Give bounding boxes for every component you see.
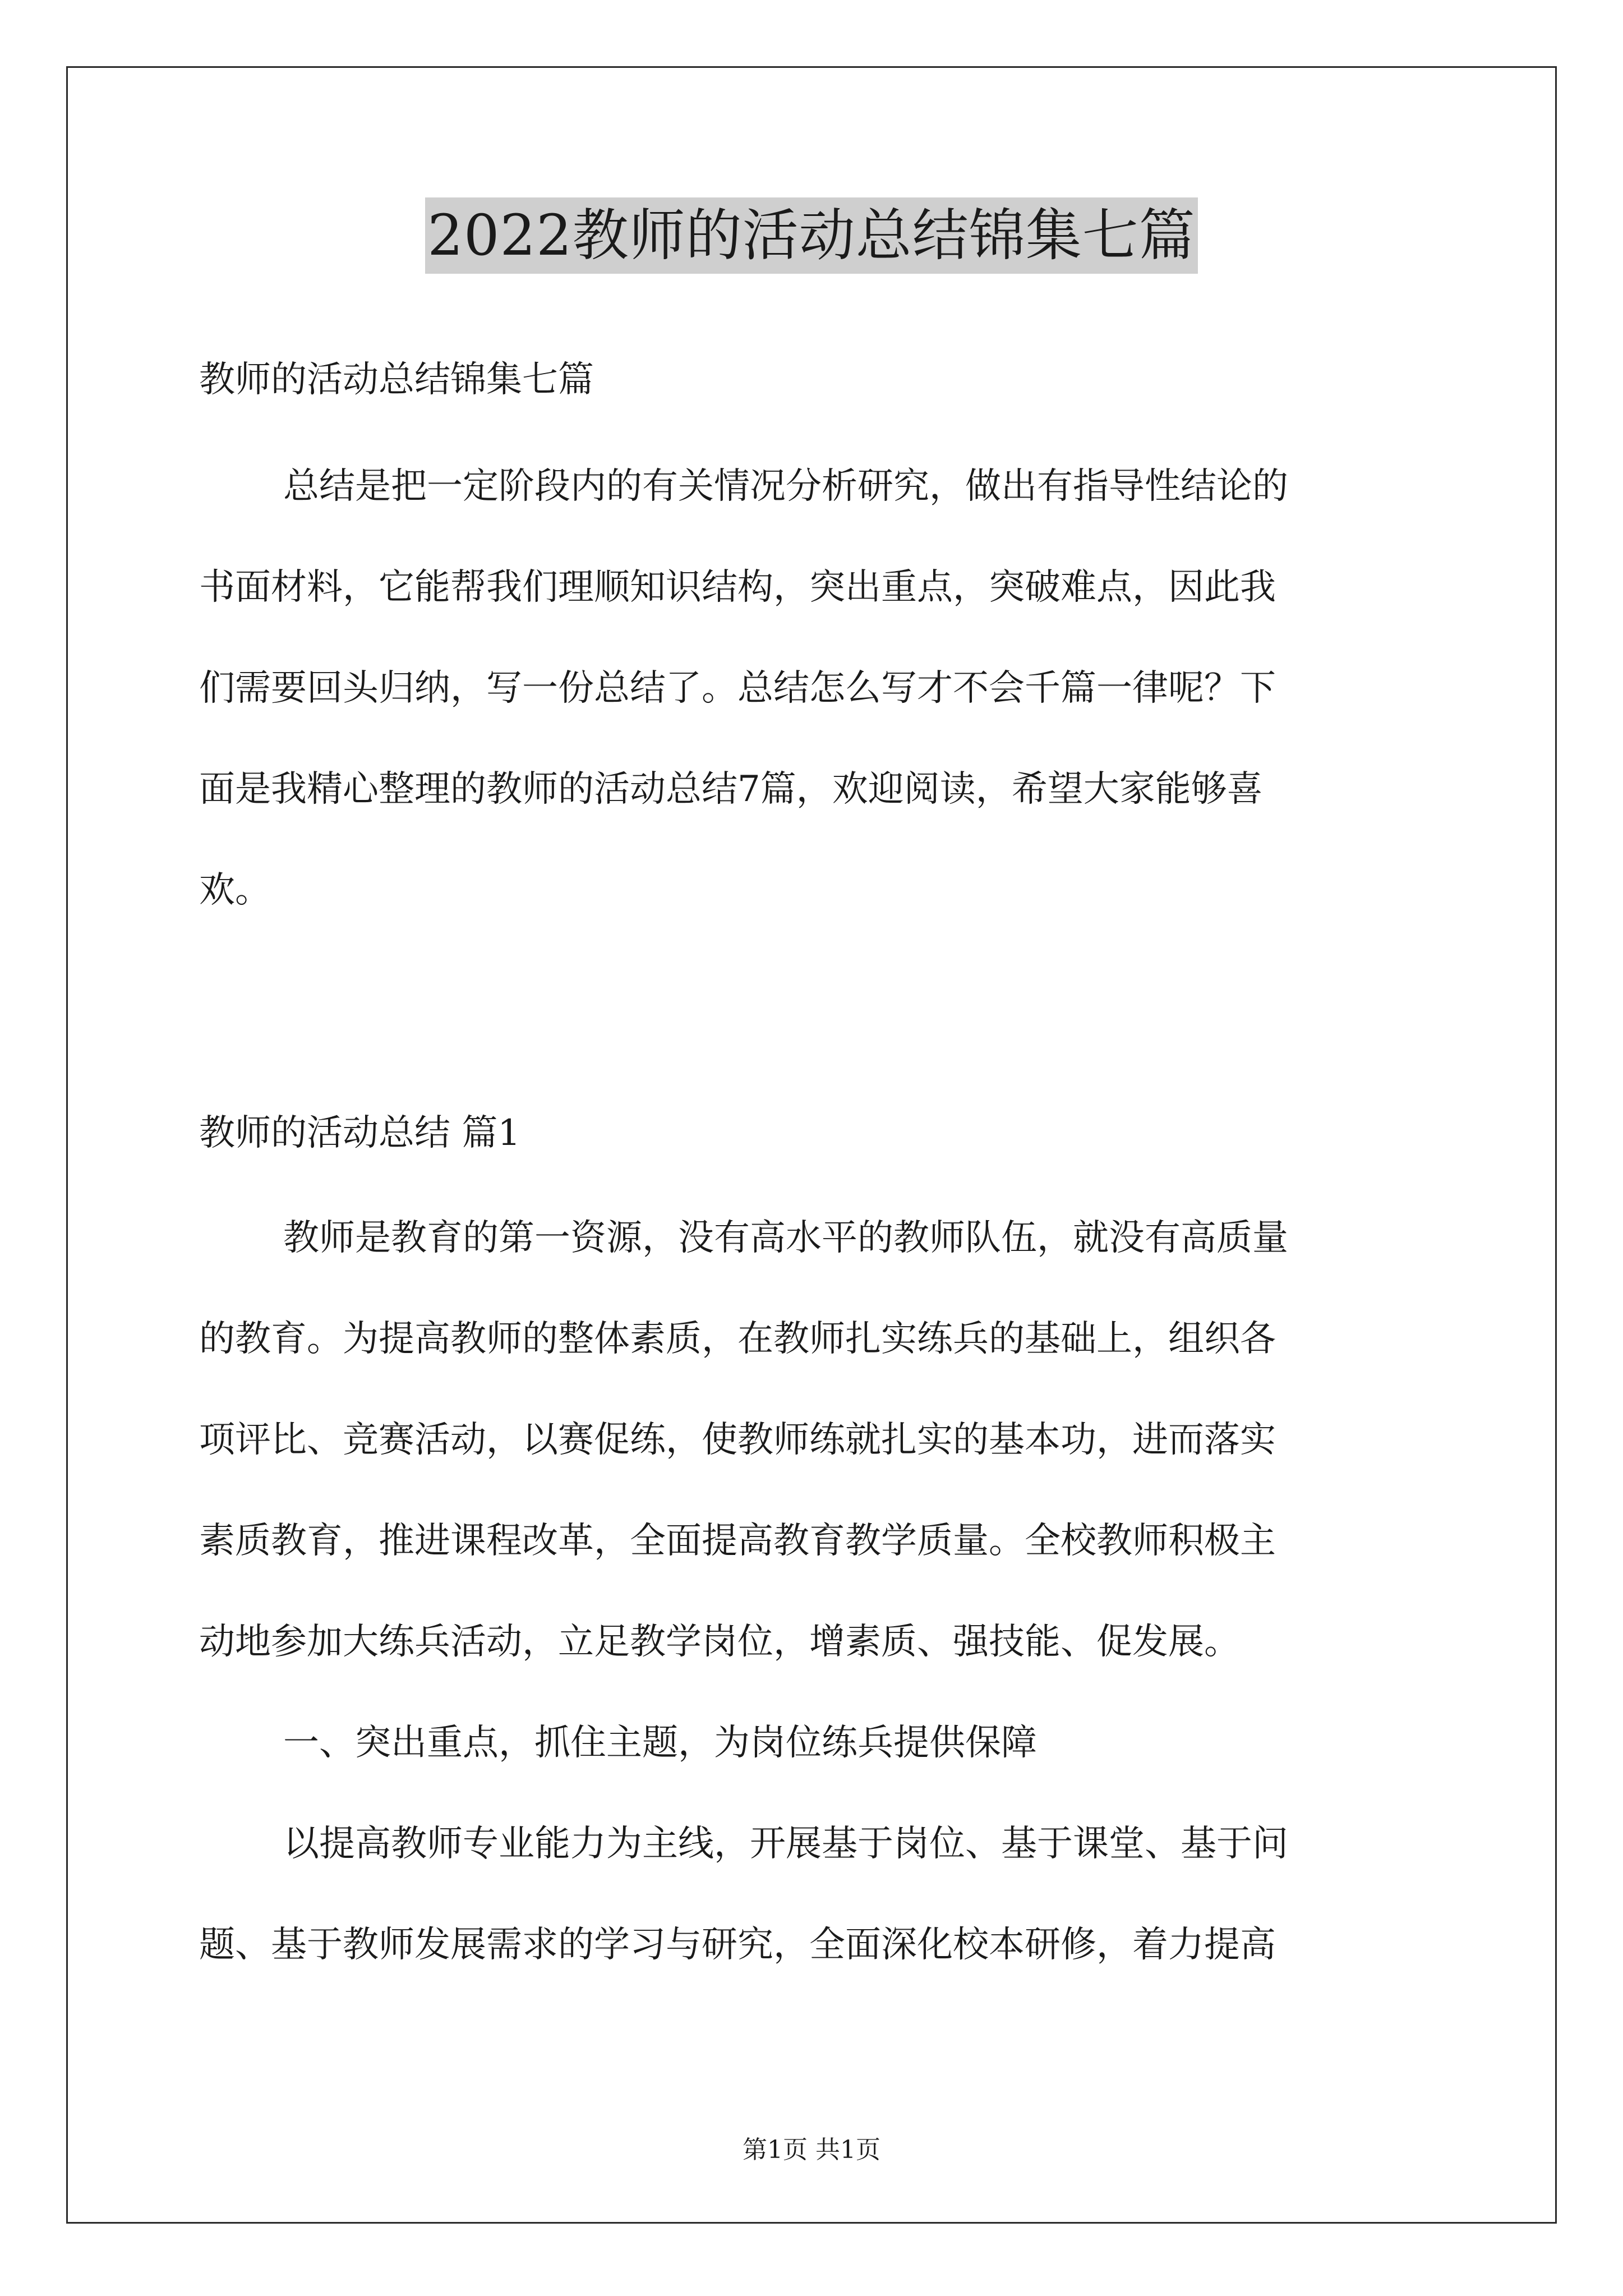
paragraph-line: 总结是把一定阶段内的有关情况分析研究，做出有指导性结论的 [283, 466, 1288, 507]
paragraph-line: 们需要回头归纳，写一份总结了。总结怎么写才不会千篇一律呢？下 [199, 668, 1276, 709]
page-footer: 第1页 共1页 [743, 2136, 880, 2164]
document-title [0, 197, 1623, 274]
paragraph-line: 动地参加大练兵活动，立足教学岗位，增素质、强技能、促发展。 [199, 1621, 1240, 1663]
paragraph-line: 欢。 [199, 869, 271, 911]
paragraph-line: 面是我精心整理的教师的活动总结7篇，欢迎阅读，希望大家能够喜 [199, 769, 1263, 810]
paragraph-line: 项评比、竞赛活动，以赛促练，使教师练就扎实的基本功，进而落实 [199, 1419, 1276, 1461]
subtitle-line: 教师的活动总结锦集七篇 [199, 359, 594, 401]
paragraph-line: 以提高教师专业能力为主线，开展基于岗位、基于课堂、基于问 [283, 1823, 1288, 1865]
paragraph-line: 教师是教育的第一资源，没有高水平的教师队伍，就没有高质量 [283, 1217, 1288, 1259]
paragraph-line: 素质教育，推进课程改革，全面提高教育教学质量。全校教师积极主 [199, 1520, 1276, 1562]
subsection-heading: 一、突出重点，抓住主题，为岗位练兵提供保障 [283, 1722, 1037, 1764]
section-heading: 教师的活动总结 篇1 [199, 1112, 521, 1154]
paragraph-line: 书面材料，它能帮我们理顺知识结构，突出重点，突破难点，因此我 [199, 567, 1276, 608]
paragraph-line: 题、基于教师发展需求的学习与研究，全面深化校本研修，着力提高 [199, 1924, 1276, 1966]
document-title-text: 2022教师的活动总结锦集七篇 [425, 197, 1198, 274]
paragraph-line: 的教育。为提高教师的整体素质，在教师扎实练兵的基础上，组织各 [199, 1318, 1276, 1360]
